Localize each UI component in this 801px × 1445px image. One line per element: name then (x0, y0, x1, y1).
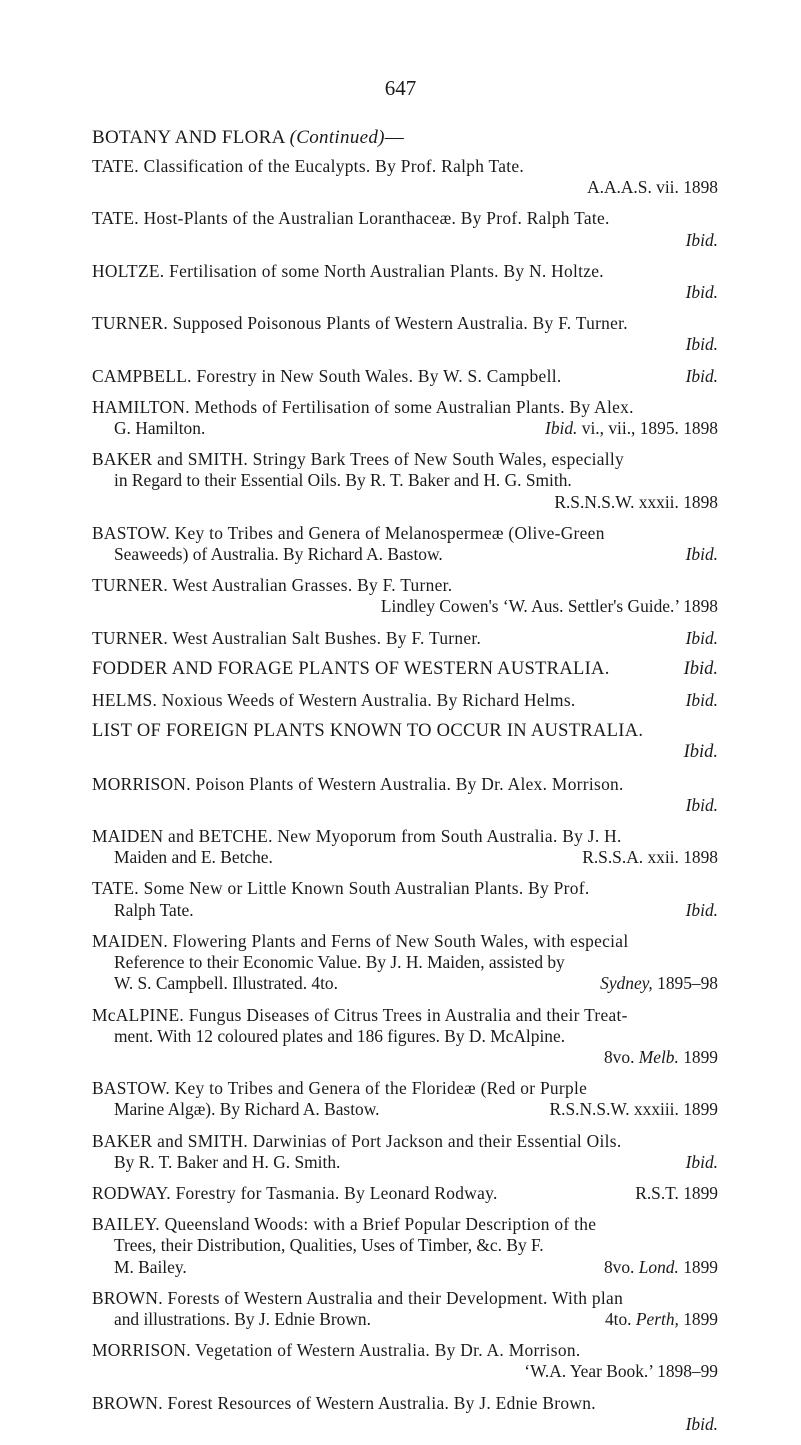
entry-continuation-text: in Regard to their Essential Oils. By R. T. Baker and H. G. Smith. (114, 470, 572, 491)
reference-format: 8vo. (603, 1256, 639, 1277)
reference-text: 1899 (678, 1046, 718, 1067)
entry-continuation-text: Maiden and E. Betche. (114, 847, 273, 868)
entry-reference (92, 334, 718, 355)
entry-text: TURNER. West Australian Salt Bushes. By F. Turner. (92, 627, 482, 648)
entry-first-line (92, 1078, 718, 1099)
entry-text: BROWN. Forests of Western Australia and their Development. With plan (92, 1287, 624, 1308)
bibliography-entry (92, 1183, 718, 1204)
reference-text: A.A.A.S. vii. 1898 (587, 177, 718, 198)
reference-italic: Ibid. (685, 1413, 718, 1434)
reference-text: R.S.T. 1899 (635, 1182, 718, 1203)
entry-reference (92, 177, 718, 198)
entry-first-line (92, 366, 718, 387)
entry-continuation (92, 418, 718, 439)
entry-first-line (92, 523, 718, 544)
entry-reference (92, 1361, 718, 1382)
entry-text: RODWAY. Forestry for Tasmania. By Leonard Rodway. (92, 1182, 498, 1203)
entry-text: MORRISON. Poison Plants of Western Australia. By Dr. Alex. Morrison. (92, 773, 624, 794)
bibliography-entry (92, 1340, 718, 1382)
heading-continued: (Continued) (289, 127, 385, 148)
entry-inline-reference (550, 1099, 718, 1120)
entry-inline-reference (605, 1309, 718, 1330)
entry-first-line (92, 449, 718, 470)
entry-text: BAILEY. Queensland Woods: with a Brief Popular Description of the (92, 1214, 597, 1235)
reference-text: 1899 (678, 1308, 718, 1329)
entry-first-line (92, 774, 718, 795)
reference-text: ‘W.A. Year Book.’ 1898–99 (524, 1361, 718, 1382)
reference-italic: Perth, (635, 1308, 679, 1329)
entry-text: HAMILTON. Methods of Fertilisation of some Australian Plants. By Alex. (92, 396, 634, 417)
entry-inline-reference (686, 690, 718, 711)
bibliography-entry (92, 628, 718, 649)
entry-continuation (92, 1309, 718, 1330)
bibliography-entry (92, 366, 718, 387)
entry-continuation-text: ment. With 12 coloured plates and 186 figures. By D. McAlpine. (114, 1025, 566, 1046)
entry-first-line (92, 208, 718, 229)
entry-first-line (92, 931, 718, 952)
entry-first-line (92, 878, 718, 899)
entry-text: LIST OF FOREIGN PLANTS KNOWN TO OCCUR IN AUSTRALIA. (92, 721, 644, 742)
entry-first-line (92, 156, 718, 177)
reference-italic: Ibid. (685, 334, 718, 355)
bibliography-entry (92, 156, 718, 198)
entry-inline-reference (545, 418, 718, 439)
entry-continuation-text: By R. T. Baker and H. G. Smith. (114, 1151, 341, 1172)
reference-italic: Ibid. (685, 229, 718, 250)
entry-continuation-text: Seaweeds) of Australia. By Richard A. Bastow. (114, 544, 443, 565)
bibliography-entry (92, 721, 718, 763)
entry-continuation-text: Trees, their Distribution, Qualities, Uses of Timber, &c. By F. (114, 1235, 544, 1256)
reference-italic: Melb. (638, 1046, 679, 1067)
reference-italic: Ibid. (683, 742, 718, 763)
entry-reference (92, 492, 718, 513)
reference-text: 1895–98 (652, 973, 718, 994)
entry-first-line (92, 826, 718, 847)
entry-text: BAKER and SMITH. Darwinias of Port Jackson and their Essential Oils. (92, 1130, 622, 1151)
entry-continuation (92, 900, 718, 921)
entry-first-line (92, 313, 718, 334)
entry-continuation-text: Ralph Tate. (114, 899, 194, 920)
entry-text: MAIDEN. Flowering Plants and Ferns of New South Wales, with especial (92, 930, 629, 951)
entry-reference (92, 230, 718, 251)
entry-first-line (92, 1288, 718, 1309)
bibliography-entry (92, 878, 718, 920)
reference-italic: Ibid. (545, 418, 578, 439)
entry-continuation (92, 470, 718, 491)
reference-text: Lindley Cowen's ‘W. Aus. Settler's Guide.’ 1898 (380, 596, 718, 617)
entry-first-line (92, 1393, 718, 1414)
entry-text: TATE. Host-Plants of the Australian Loranthaceæ. By Prof. Ralph Tate. (92, 208, 610, 229)
entry-first-line (92, 1183, 718, 1204)
entry-first-line (92, 1340, 718, 1361)
entry-continuation-text: G. Hamilton. (114, 418, 206, 439)
section-heading (92, 127, 404, 149)
bibliography-entry (92, 523, 718, 565)
entry-reference (92, 1047, 718, 1068)
entry-reference (92, 282, 718, 303)
entry-inline-reference (604, 1257, 718, 1278)
reference-text: R.S.S.A. xxii. 1898 (582, 847, 718, 868)
bibliography-entry (92, 1214, 718, 1278)
entry-first-line (92, 261, 718, 282)
reference-text: R.S.N.S.W. xxxii. 1898 (554, 491, 718, 512)
reference-italic: Ibid. (685, 365, 718, 386)
reference-italic: Sydney, (600, 973, 653, 994)
entry-inline-reference (686, 544, 718, 565)
entry-reference (92, 742, 718, 763)
bibliography-entry (92, 931, 718, 995)
entry-text: McALPINE. Fungus Diseases of Citrus Trees in Australia and their Treat- (92, 1004, 628, 1025)
entry-continuation (92, 973, 718, 994)
entry-inline-reference (686, 628, 718, 649)
entry-text: MORRISON. Vegetation of Western Australia. By Dr. A. Morrison. (92, 1340, 581, 1361)
bibliography-entry (92, 208, 718, 250)
bibliography-list (92, 156, 718, 1445)
entry-first-line (92, 1131, 718, 1152)
reference-text: R.S.N.S.W. xxxiii. 1899 (549, 1099, 718, 1120)
entry-text: TATE. Some New or Little Known South Australian Plants. By Prof. (92, 878, 590, 899)
reference-italic: Ibid. (685, 899, 718, 920)
entry-continuation (92, 952, 718, 973)
entry-text: BASTOW. Key to Tribes and Genera of the Florideæ (Red or Purple (92, 1078, 588, 1099)
entry-first-line (92, 721, 718, 742)
reference-italic: Ibid. (685, 794, 718, 815)
entry-continuation-text: W. S. Campbell. Illustrated. 4to. (114, 973, 338, 994)
entry-inline-reference (600, 973, 718, 994)
heading-main: BOTANY AND FLORA (92, 127, 285, 148)
entry-text: TURNER. West Australian Grasses. By F. Turner. (92, 575, 453, 596)
entry-first-line (92, 1005, 718, 1026)
entry-continuation-text: Reference to their Economic Value. By J. H. Maiden, assisted by (114, 952, 565, 973)
entry-text: FODDER AND FORAGE PLANTS OF WESTERN AUSTRALIA. (92, 658, 610, 679)
entry-text: BASTOW. Key to Tribes and Genera of Melanospermeæ (Olive-Green (92, 522, 605, 543)
bibliography-entry (92, 397, 718, 439)
bibliography-entry (92, 1288, 718, 1330)
bibliography-entry (92, 313, 718, 355)
bibliography-entry (92, 1131, 718, 1173)
entry-first-line (92, 690, 718, 711)
entry-inline-reference (684, 659, 718, 680)
reference-format: 4to. (604, 1308, 636, 1329)
reference-text: 1899 (678, 1256, 718, 1277)
entry-reference (92, 596, 718, 617)
entry-continuation (92, 1026, 718, 1047)
entry-continuation (92, 1257, 718, 1278)
bibliography-entry (92, 1078, 718, 1120)
bibliography-entry (92, 449, 718, 513)
reference-italic: Ibid. (685, 627, 718, 648)
entry-continuation-text: M. Bailey. (114, 1256, 187, 1277)
entry-first-line (92, 575, 718, 596)
entry-text: HOLTZE. Fertilisation of some North Australian Plants. By N. Holtze. (92, 260, 604, 281)
entry-text: BAKER and SMITH. Stringy Bark Trees of New South Wales, especially (92, 449, 625, 470)
reference-italic: Ibid. (685, 690, 718, 711)
reference-italic: Ibid. (683, 658, 718, 679)
bibliography-entry (92, 1005, 718, 1069)
bibliography-entry (92, 826, 718, 868)
entry-reference (92, 795, 718, 816)
bibliography-entry (92, 261, 718, 303)
entry-continuation (92, 847, 718, 868)
entry-inline-reference (686, 1152, 718, 1173)
entry-inline-reference (686, 900, 718, 921)
reference-italic: Ibid. (685, 544, 718, 565)
entry-continuation (92, 1235, 718, 1256)
entry-text: TATE. Classification of the Eucalypts. By Prof. Ralph Tate. (92, 156, 525, 176)
entry-continuation (92, 1152, 718, 1173)
heading-dash: — (384, 127, 405, 148)
entry-first-line (92, 628, 718, 649)
entry-inline-reference (582, 847, 718, 868)
entry-text: MAIDEN and BETCHE. New Myoporum from South Australia. By J. H. (92, 826, 622, 847)
bibliography-entry (92, 774, 718, 816)
entry-continuation-text: Marine Algæ). By Richard A. Bastow. (114, 1099, 380, 1120)
entry-text: HELMS. Noxious Weeds of Western Australia. By Richard Helms. (92, 690, 576, 711)
bibliography-entry (92, 1393, 718, 1435)
entry-continuation (92, 544, 718, 565)
entry-reference (92, 1414, 718, 1435)
entry-first-line (92, 397, 718, 418)
reference-italic: Ibid. (685, 1151, 718, 1172)
entry-inline-reference (635, 1183, 718, 1204)
entry-inline-reference (686, 366, 718, 387)
entry-first-line (92, 1214, 718, 1235)
entry-text: TURNER. Supposed Poisonous Plants of Western Australia. By F. Turner. (92, 313, 628, 334)
entry-first-line (92, 659, 718, 680)
reference-italic: Ibid. (685, 282, 718, 303)
entry-text: CAMPBELL. Forestry in New South Wales. By W. S. Campbell. (92, 365, 562, 386)
reference-text: vi., vii., 1895. 1898 (577, 418, 718, 439)
bibliography-entry (92, 659, 718, 680)
reference-format: 8vo. (603, 1046, 639, 1067)
page-number: 647 (384, 76, 417, 100)
entry-continuation-text: and illustrations. By J. Ednie Brown. (114, 1308, 371, 1329)
bibliography-entry (92, 690, 718, 711)
entry-text: BROWN. Forest Resources of Western Australia. By J. Ednie Brown. (92, 1392, 596, 1413)
reference-italic: Lond. (638, 1256, 679, 1277)
bibliography-entry (92, 575, 718, 617)
entry-continuation (92, 1099, 718, 1120)
